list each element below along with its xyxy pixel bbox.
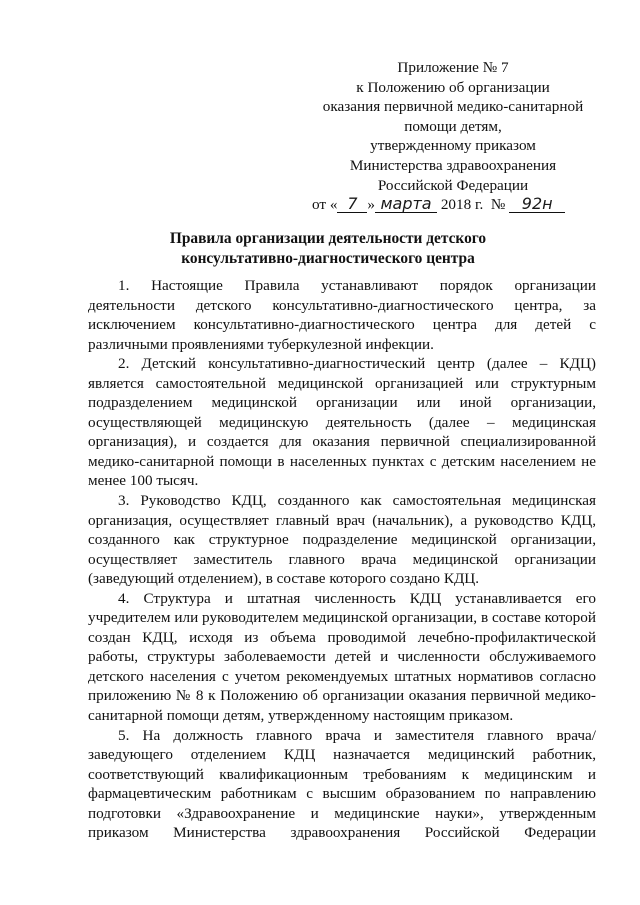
date-year: 2018 г. — [440, 196, 484, 214]
annex-header — [312, 58, 588, 215]
document-title — [88, 229, 568, 268]
annex-line: Министерства здравоохранения — [349, 156, 557, 174]
paragraph-1: 1. Настоящие Правила устанавливают порядок организации деятельности детского консультативно-диагностического центра, за исключением консультативно-диагностического центра для детей с различными проявлениями туберкулезной инфекции. — [88, 277, 596, 353]
title-line-1: Правила организации деятельности детского — [169, 230, 487, 247]
date-mid: » — [367, 196, 376, 214]
paragraph-5: 5. На должность главного врача и заместителя главного врача/заведующего отделением КДЦ назначается медицинский работник, соответствующий квалификационным требованиям к медицинским и фармацевтическим работникам с высшим образованием по направлению подготовки «Здравоохранение и медицинские науки», утвержденным приказом Министерства здравоохранения Российской Федерации — [88, 726, 596, 842]
annex-line: помощи детям, — [404, 117, 502, 135]
paragraph-3: 3. Руководство КДЦ, созданного как самостоятельная медицинская организация, осуществляет главный врач (начальник), а руководство КДЦ, созданного как структурное подразделение медицинской организации, осуществляет заместитель главного врача медицинской организации (заведующий отделением), в составе которого создано КДЦ. — [88, 492, 596, 588]
annex-line: Российской Федерации — [377, 176, 529, 194]
document-body — [88, 276, 596, 843]
annex-line: утвержденному приказом — [370, 137, 536, 155]
handwritten-day: 7 — [337, 196, 367, 213]
title-line-2: консультативно-диагностического центра — [181, 249, 475, 267]
annex-line: оказания первичной медико-санитарной — [322, 98, 584, 116]
handwritten-month: марта — [375, 196, 437, 213]
paragraph-4: 4. Структура и штатная численность КДЦ устанавливается его учредителем или руководителем медицинской организации, в составе которой создан КДЦ, исходя из объема проводимой лечебно-профилактической работы, структуры заболеваемости детей и численности обслуживаемого детского населения с учетом рекомендуемых штатных нормативов согласно приложению № 8 к Положению об организации оказания первичной медико-санитарной помощи детям, утвержденному настоящим приказом. — [88, 589, 596, 725]
paragraph-2: 2. Детский консультативно-диагностический центр (далее – КДЦ) является самостоятельной медицинской организацией или структурным подразделением медицинской организации или иной организации, осуществляющей медицинскую деятельность (далее – медицинская организация), и создается для оказания первичной специализированной медико-санитарной помощи в населенных пунктах с детским населением не менее 100 тысяч. — [88, 355, 596, 490]
handwritten-order-number: 92н — [509, 196, 565, 213]
annex-line: Приложение № 7 — [397, 59, 509, 76]
order-date-line — [312, 195, 588, 215]
number-sign: № — [490, 196, 506, 214]
annex-line: к Положению об организации — [356, 78, 550, 96]
date-prefix: от « — [312, 196, 338, 214]
